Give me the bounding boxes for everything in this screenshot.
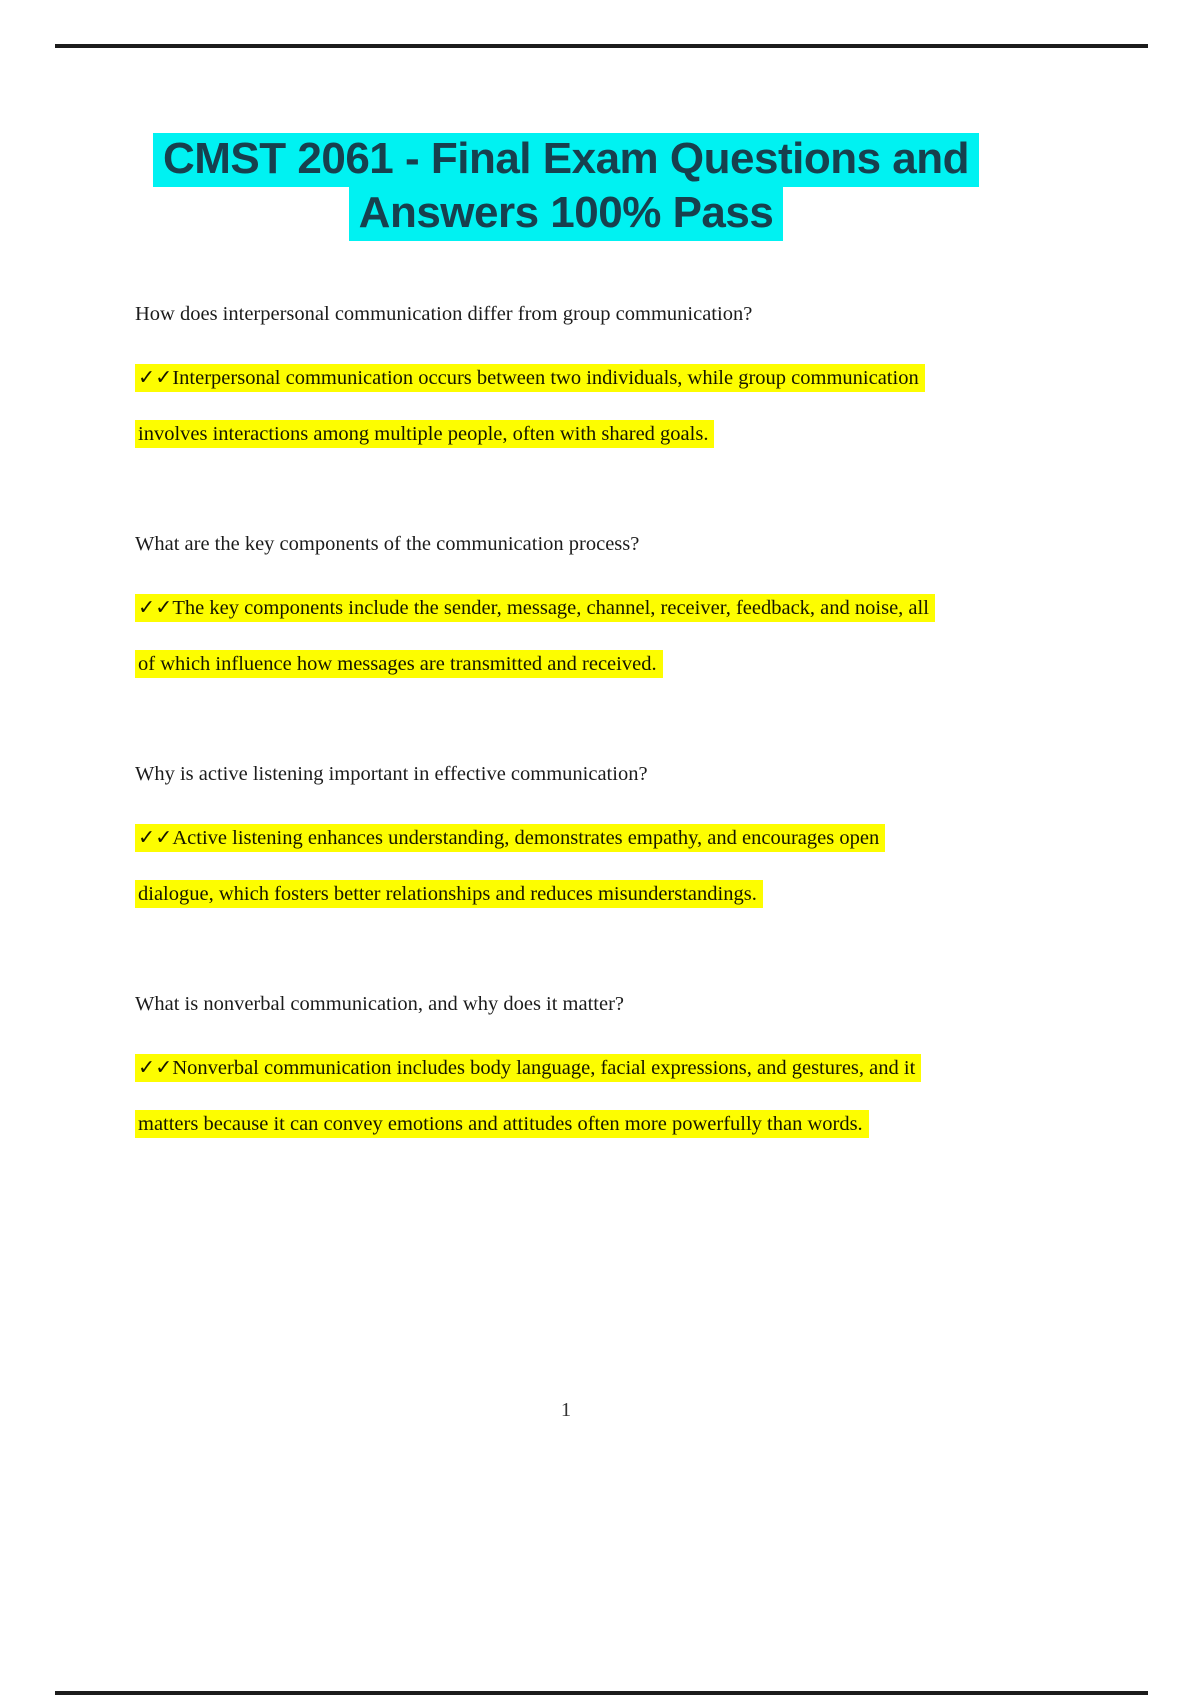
answer-line — [135, 1053, 997, 1083]
header-rule — [55, 44, 1148, 48]
question-text: How does interpersonal communication differ from group communication? — [135, 303, 753, 325]
answer-line — [135, 879, 997, 909]
answer-line — [135, 593, 997, 623]
page-title — [135, 133, 997, 241]
answer-highlight: matters because it can convey emotions and attitudes often more powerfully than words. — [135, 1110, 869, 1138]
question-text: What is nonverbal communication, and why does it matter? — [135, 993, 625, 1015]
page-number: 1 — [560, 1399, 572, 1421]
answer-highlight: ✓✓The key components include the sender, message, channel, receiver, feedback, and noise, all — [135, 594, 935, 622]
answer-highlight: ✓✓Interpersonal communication occurs between two individuals, while group communication — [135, 364, 925, 392]
question-text: Why is active listening important in effective communication? — [135, 763, 648, 785]
qa-block-4 — [135, 989, 997, 1139]
answer-highlight: dialogue, which fosters better relationships and reduces misunderstandings. — [135, 880, 763, 908]
answer-line — [135, 823, 997, 853]
footer-rule — [55, 1691, 1148, 1695]
page-content — [135, 133, 997, 1425]
answer-highlight: ✓✓Nonverbal communication includes body language, facial expressions, and gestures, and it — [135, 1054, 921, 1082]
answer-line — [135, 1109, 997, 1139]
answer-line — [135, 363, 997, 393]
answer-line — [135, 649, 997, 679]
answer-highlight: involves interactions among multiple people, often with shared goals. — [135, 420, 714, 448]
answer-highlight: ✓✓Active listening enhances understanding, demonstrates empathy, and encourages open — [135, 824, 885, 852]
question-text: What are the key components of the communication process? — [135, 533, 640, 555]
answer-line — [135, 419, 997, 449]
qa-block-3 — [135, 759, 997, 909]
qa-block-1 — [135, 299, 997, 449]
page-title-line-1: CMST 2061 - Final Exam Questions and — [153, 133, 979, 187]
qa-block-2 — [135, 529, 997, 679]
page-title-line-2: Answers 100% Pass — [349, 187, 784, 241]
answer-highlight: of which influence how messages are transmitted and received. — [135, 650, 663, 678]
